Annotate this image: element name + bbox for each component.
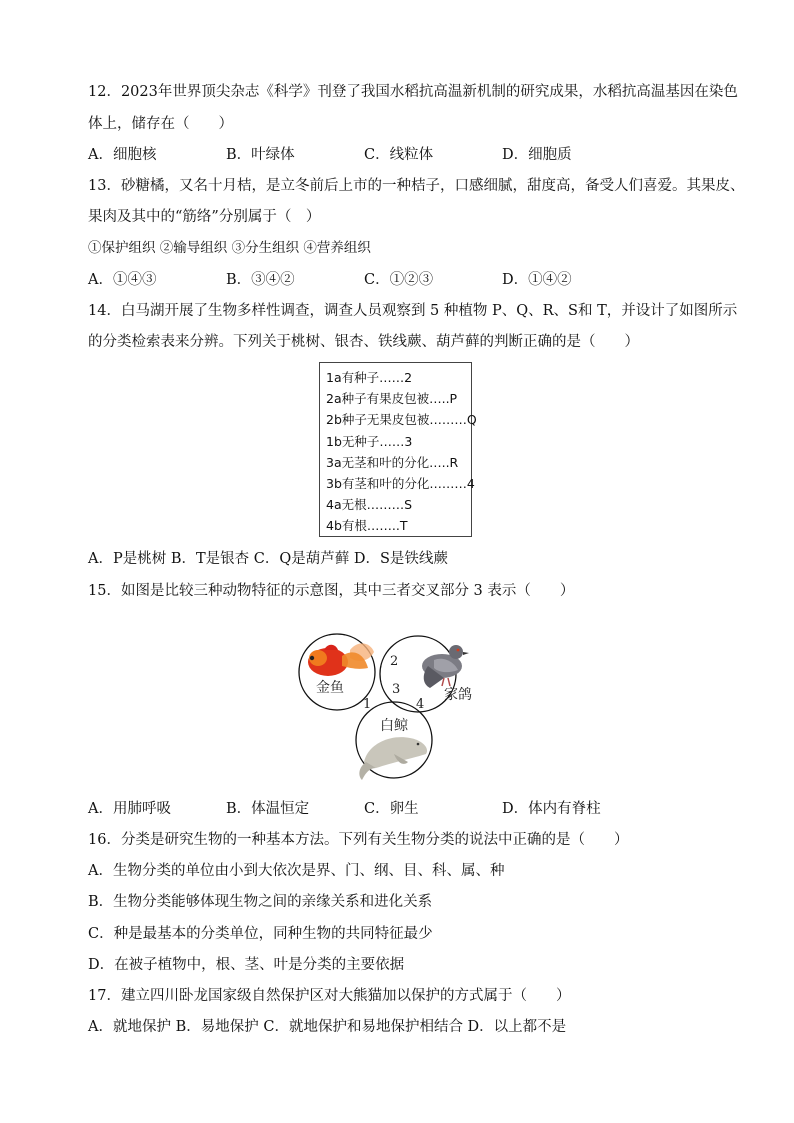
q13-stem-line1: 13．砂糖橘，又名十月桔，是立冬前后上市的一种桔子，口感细腻，甜度高，备受人们喜爱。其果皮、 [88, 178, 745, 194]
venn-region-2: 2 [390, 654, 399, 669]
venn-region-4: 4 [416, 697, 425, 712]
classification-key-box [319, 362, 477, 537]
venn-label-pigeon: 家鸽 [444, 687, 472, 703]
venn-region-1: 1 [363, 697, 372, 712]
q14-stem-line1: 14．白马湖开展了生物多样性调查，调查人员观察到 5 种植物 P、Q、R、S和 T，并设计了如图所示 [88, 303, 738, 319]
key-line-1a: 1a有种子……2 [326, 370, 413, 385]
q12-stem-line2: 体上，储存在（ ） [88, 116, 233, 132]
key-line-1b: 1b无种子……3 [326, 433, 413, 449]
goldfish-icon [308, 643, 374, 676]
q13-option-b: B．③④② [226, 272, 295, 288]
q14-options: A．P是桃树 B．T是银杏 C．Q是葫芦藓 D．S是铁线蕨 [88, 551, 448, 567]
pigeon-icon [422, 645, 469, 688]
key-line-3b: 3b有茎和叶的分化………4 [326, 476, 475, 492]
q13-option-c: C．①②③ [364, 272, 434, 288]
q14-stem-line2: 的分类检索表来分辨。下列关于桃树、银杏、铁线蕨、葫芦藓的判断正确的是（ ） [88, 334, 639, 350]
q16-stem: 16．分类是研究生物的一种基本方法。下列有关生物分类的说法中正确的是（ ） [88, 832, 629, 848]
key-line-3a: 3a无茎和叶的分化…..R [326, 454, 459, 470]
key-line-4b: 4b有根……..T [326, 518, 408, 534]
q13-choices-list: ①保护组织 ②输导组织 ③分生组织 ④营养组织 [88, 240, 371, 256]
q16-option-b: B．生物分类能够体现生物之间的亲缘关系和进化关系 [88, 894, 433, 910]
q12-option-d: D．细胞质 [502, 147, 572, 163]
venn-diagram [298, 612, 494, 792]
q15-option-a: A．用肺呼吸 [88, 801, 171, 817]
q15-stem: 15．如图是比较三种动物特征的示意图，其中三者交叉部分 3 表示（ ） [88, 583, 575, 599]
q16-option-a: A．生物分类的单位由小到大依次是界、门、纲、目、科、属、种 [88, 863, 505, 879]
q16-option-d: D．在被子植物中，根、茎、叶是分类的主要依据 [88, 957, 405, 973]
venn-label-beluga: 白鲸 [380, 718, 408, 734]
q17-stem: 17．建立四川卧龙国家级自然保护区对大熊猫加以保护的方式属于（ ） [88, 988, 571, 1004]
beluga-icon [359, 737, 427, 780]
key-line-2b: 2b种子无果皮包被………Q [326, 412, 477, 428]
q15-option-c: C．卵生 [364, 801, 419, 817]
venn-region-3: 3 [392, 682, 401, 697]
q15-option-b: B．体温恒定 [226, 801, 310, 817]
venn-label-goldfish: 金鱼 [316, 680, 344, 696]
q12-option-b: B．叶绿体 [226, 147, 295, 163]
q15-option-d: D．体内有脊柱 [502, 801, 601, 817]
q13-stem-line2: 果肉及其中的“筋络”分别属于（ ） [88, 209, 321, 225]
q13-option-d: D．①④② [502, 272, 572, 288]
key-line-2a: 2a种子有果皮包被…..P [326, 391, 458, 407]
q12-stem-line1: 12．2023年世界顶尖杂志《科学》刊登了我国水稻抗高温新机制的研究成果，水稻抗高温基因在染色 [88, 84, 738, 100]
key-line-4a: 4a无根………S [326, 497, 413, 513]
q12-option-c: C．线粒体 [364, 147, 434, 163]
q16-option-c: C．种是最基本的分类单位，同种生物的共同特征最少 [88, 926, 433, 942]
q12-option-a: A．细胞核 [88, 147, 157, 163]
q13-option-a: A．①④③ [88, 272, 157, 288]
q17-options: A．就地保护 B．易地保护 C．就地保护和易地保护相结合 D．以上都不是 [88, 1019, 567, 1035]
